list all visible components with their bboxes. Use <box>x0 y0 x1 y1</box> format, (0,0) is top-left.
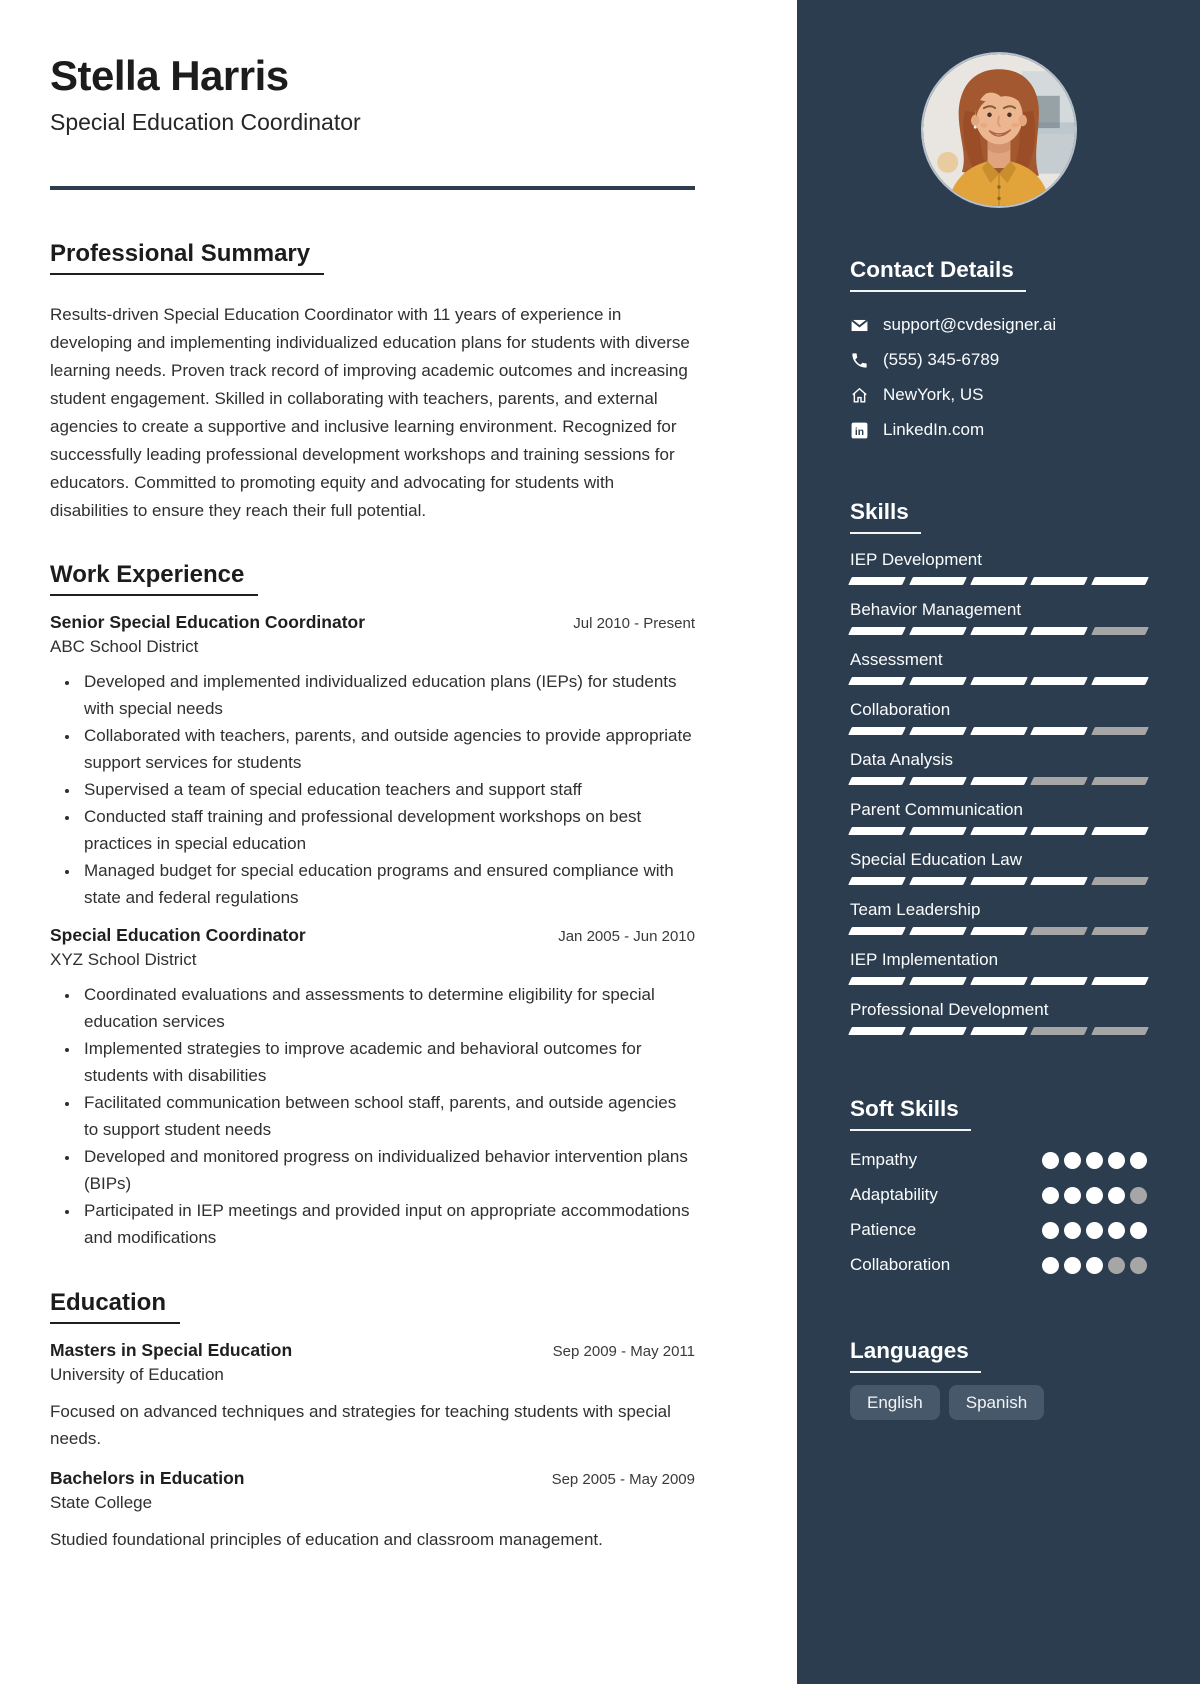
job-bullet: • Facilitated communication between school staff, parents, and outside agencies to support student needs <box>80 1089 695 1143</box>
soft-skill-dot <box>1108 1187 1125 1204</box>
skill-bar-segment <box>909 577 967 585</box>
skill-bar-segment <box>970 727 1028 735</box>
skill-bar-segment <box>1031 627 1089 635</box>
skill-item <box>850 999 1147 1035</box>
language-pill: English <box>850 1385 940 1420</box>
education-entry <box>50 1340 695 1452</box>
job-bullet: • Managed budget for special education programs and ensured compliance with state and federal regulations <box>80 857 695 911</box>
job-entry <box>50 925 695 1251</box>
job-dates: Jul 2010 - Present <box>573 615 695 632</box>
skill-bar-segment <box>848 977 906 985</box>
soft-skill-rating <box>1042 1222 1147 1239</box>
soft-skill-dot <box>1086 1257 1103 1274</box>
skill-bar-segment <box>909 877 967 885</box>
skill-bar-segment <box>1031 927 1089 935</box>
skill-level-bar <box>850 627 1147 635</box>
job-entry <box>50 612 695 911</box>
skill-bar-segment <box>970 877 1028 885</box>
skill-item <box>850 899 1147 935</box>
job-bullet: • Collaborated with teachers, parents, and outside agencies to provide appropriate support services for students <box>80 722 695 776</box>
soft-skill-dot <box>1064 1257 1081 1274</box>
skill-bar-segment <box>1031 1027 1089 1035</box>
skills-list <box>850 549 1147 1035</box>
education-dates: Sep 2005 - May 2009 <box>551 1471 695 1488</box>
job-bullet: • Participated in IEP meetings and provided input on appropriate accommodations and modifications <box>80 1197 695 1251</box>
job-dates: Jan 2005 - Jun 2010 <box>558 928 695 945</box>
contact-text: LinkedIn.com <box>883 420 985 439</box>
soft-skill-item <box>850 1219 1147 1241</box>
job-bullet: • Coordinated evaluations and assessments to determine eligibility for special education services <box>80 981 695 1035</box>
skill-bar-segment <box>909 977 967 985</box>
skill-bar-segment <box>848 727 906 735</box>
summary-heading: Professional Summary <box>50 240 324 275</box>
soft-skill-name: Patience <box>850 1220 917 1239</box>
skill-bar-segment <box>848 627 906 635</box>
soft-skill-name: Adaptability <box>850 1185 938 1204</box>
job-bullet: • Implemented strategies to improve academic and behavioral outcomes for students with disabilities <box>80 1035 695 1089</box>
skill-bar-segment <box>848 927 906 935</box>
soft-skills-list <box>850 1149 1147 1276</box>
soft-skill-rating <box>1042 1152 1147 1169</box>
soft-skill-dot <box>1064 1152 1081 1169</box>
contact-details-heading: Contact Details <box>850 256 1026 292</box>
skill-name: Data Analysis <box>850 750 953 769</box>
degree-title: Masters in Special Education <box>50 1340 293 1360</box>
skill-bar-segment <box>909 1027 967 1035</box>
skill-level-bar <box>850 1027 1147 1035</box>
contact-item <box>850 384 1147 406</box>
education-description: Focused on advanced techniques and strategies for teaching students with special needs. <box>50 1402 671 1448</box>
soft-skill-dot <box>1130 1187 1147 1204</box>
phone-icon <box>850 351 869 370</box>
soft-skill-dot <box>1042 1152 1059 1169</box>
soft-skill-item <box>850 1254 1147 1276</box>
skill-bar-segment <box>970 1027 1028 1035</box>
skill-bar-segment <box>848 677 906 685</box>
profile-photo-illustration <box>923 54 1075 206</box>
skill-bar-segment <box>848 827 906 835</box>
skill-bar-segment <box>848 1027 906 1035</box>
soft-skill-name: Empathy <box>850 1150 918 1169</box>
contact-item <box>850 349 1147 371</box>
contact-item[interactable] <box>850 419 1147 441</box>
skill-item <box>850 799 1147 835</box>
soft-skill-dot <box>1064 1187 1081 1204</box>
soft-skill-dot <box>1086 1187 1103 1204</box>
skill-bar-segment <box>1031 827 1089 835</box>
contact-list <box>850 314 1147 441</box>
job-title: Senior Special Education Coordinator <box>50 612 366 632</box>
skill-item <box>850 549 1147 585</box>
sidebar <box>797 0 1200 1684</box>
skill-level-bar <box>850 927 1147 935</box>
education-heading: Education <box>50 1289 180 1324</box>
skill-bar-segment <box>970 977 1028 985</box>
skill-name: Special Education Law <box>850 850 1023 869</box>
skill-bar-segment <box>970 927 1028 935</box>
education-dates: Sep 2009 - May 2011 <box>552 1343 695 1360</box>
skill-bar-segment <box>909 727 967 735</box>
skill-bar-segment <box>1091 977 1149 985</box>
degree-title: Bachelors in Education <box>50 1468 245 1488</box>
language-pill: Spanish <box>949 1385 1044 1420</box>
skill-name: IEP Development <box>850 550 982 569</box>
skill-level-bar <box>850 977 1147 985</box>
skill-level-bar <box>850 677 1147 685</box>
skill-level-bar <box>850 827 1147 835</box>
soft-skill-dot <box>1108 1257 1125 1274</box>
skill-bar-segment <box>1031 777 1089 785</box>
skill-bar-segment <box>970 677 1028 685</box>
job-bullet: • Supervised a team of special education teachers and support staff <box>80 776 695 803</box>
skill-name: Collaboration <box>850 700 951 719</box>
contact-item[interactable] <box>850 314 1147 336</box>
soft-skill-dot <box>1064 1222 1081 1239</box>
skill-level-bar <box>850 877 1147 885</box>
person-job-title: Special Education Coordinator <box>50 109 361 135</box>
languages-heading: Languages <box>850 1337 981 1373</box>
skill-bar-segment <box>970 577 1028 585</box>
soft-skill-dot <box>1108 1152 1125 1169</box>
skill-bar-segment <box>909 777 967 785</box>
soft-skill-dot <box>1042 1222 1059 1239</box>
skill-item <box>850 949 1147 985</box>
job-bullet: • Developed and implemented individualized education plans (IEPs) for students with special needs <box>80 668 695 722</box>
skill-bar-segment <box>1031 977 1089 985</box>
soft-skill-dot <box>1086 1152 1103 1169</box>
skill-item <box>850 749 1147 785</box>
skill-bar-segment <box>970 777 1028 785</box>
skill-level-bar <box>850 577 1147 585</box>
skill-bar-segment <box>1091 577 1149 585</box>
skill-bar-segment <box>1091 677 1149 685</box>
skill-bar-segment <box>1031 727 1089 735</box>
skill-name: Professional Development <box>850 1000 1049 1019</box>
soft-skill-dot <box>1130 1152 1147 1169</box>
skill-item <box>850 849 1147 885</box>
skill-bar-segment <box>1091 627 1149 635</box>
soft-skill-item <box>850 1184 1147 1206</box>
home-icon <box>850 386 869 405</box>
school-name: State College <box>50 1493 153 1512</box>
skill-bar-segment <box>1091 827 1149 835</box>
linkedin-icon <box>850 421 869 440</box>
job-bullet-list <box>50 668 695 911</box>
skill-bar-segment <box>909 627 967 635</box>
skill-bar-segment <box>1091 927 1149 935</box>
skill-name: Assessment <box>850 650 943 669</box>
skill-bar-segment <box>1031 677 1089 685</box>
contact-text: support@cvdesigner.ai <box>883 315 1057 334</box>
skill-bar-segment <box>1091 727 1149 735</box>
skill-bar-segment <box>848 577 906 585</box>
languages-list <box>850 1385 1147 1420</box>
soft-skill-dot <box>1042 1187 1059 1204</box>
skill-bar-segment <box>970 827 1028 835</box>
education-description: Studied foundational principles of education and classroom management. <box>50 1530 603 1549</box>
skill-bar-segment <box>909 827 967 835</box>
soft-skill-name: Collaboration <box>850 1255 951 1274</box>
education-list <box>50 1340 695 1553</box>
job-company: XYZ School District <box>50 950 197 969</box>
job-bullet-list <box>50 981 695 1251</box>
person-name: Stella Harris <box>50 52 289 99</box>
skill-bar-segment <box>1091 777 1149 785</box>
education-entry <box>50 1468 695 1553</box>
skill-bar-segment <box>848 877 906 885</box>
school-name: University of Education <box>50 1365 224 1384</box>
skill-level-bar <box>850 727 1147 735</box>
soft-skills-heading: Soft Skills <box>850 1095 971 1131</box>
skill-item <box>850 699 1147 735</box>
soft-skill-dot <box>1130 1257 1147 1274</box>
soft-skill-rating <box>1042 1257 1147 1274</box>
skill-bar-segment <box>909 677 967 685</box>
skill-item <box>850 599 1147 635</box>
contact-text: (555) 345-6789 <box>883 350 1000 369</box>
skills-heading: Skills <box>850 498 921 534</box>
skill-name: Team Leadership <box>850 900 981 919</box>
summary-text: Results-driven Special Education Coordinator with 11 years of experience in developing and implementing individualized education plans for students with diverse learning needs. Proven track record of improving academic outcomes and increasing student engagement. Skilled in collaborating with teachers, parents, and external agencies to create a supportive and inclusive learning environment. Recognized for successfully leading professional development workshops and training sessions for educators. Committed to promoting equity and advocating for students with disabilities to ensure they reach their full potential. <box>50 305 690 520</box>
contact-text: NewYork, US <box>883 385 984 404</box>
soft-skill-rating <box>1042 1187 1147 1204</box>
skill-bar-segment <box>970 627 1028 635</box>
skill-name: Behavior Management <box>850 600 1022 619</box>
soft-skill-dot <box>1130 1222 1147 1239</box>
soft-skill-dot <box>1042 1257 1059 1274</box>
skill-level-bar <box>850 777 1147 785</box>
profile-photo <box>923 54 1075 206</box>
work-experience-list <box>50 612 695 1251</box>
soft-skill-item <box>850 1149 1147 1171</box>
skill-name: Parent Communication <box>850 800 1023 819</box>
skill-bar-segment <box>848 777 906 785</box>
skill-bar-segment <box>1031 577 1089 585</box>
soft-skill-dot <box>1108 1222 1125 1239</box>
skill-bar-segment <box>1091 1027 1149 1035</box>
job-bullet: • Conducted staff training and professional development workshops on best practices in special education <box>80 803 695 857</box>
skill-item <box>850 649 1147 685</box>
job-title: Special Education Coordinator <box>50 925 306 945</box>
soft-skill-dot <box>1086 1222 1103 1239</box>
skill-bar-segment <box>1091 877 1149 885</box>
job-bullet: • Developed and monitored progress on individualized behavior intervention plans (BIPs) <box>80 1143 695 1197</box>
job-company: ABC School District <box>50 637 199 656</box>
skill-name: IEP Implementation <box>850 950 999 969</box>
skill-bar-segment <box>1031 877 1089 885</box>
skill-bar-segment <box>909 927 967 935</box>
svg-text:in: in <box>854 426 865 438</box>
work-experience-heading: Work Experience <box>50 561 258 596</box>
email-icon <box>850 316 869 335</box>
